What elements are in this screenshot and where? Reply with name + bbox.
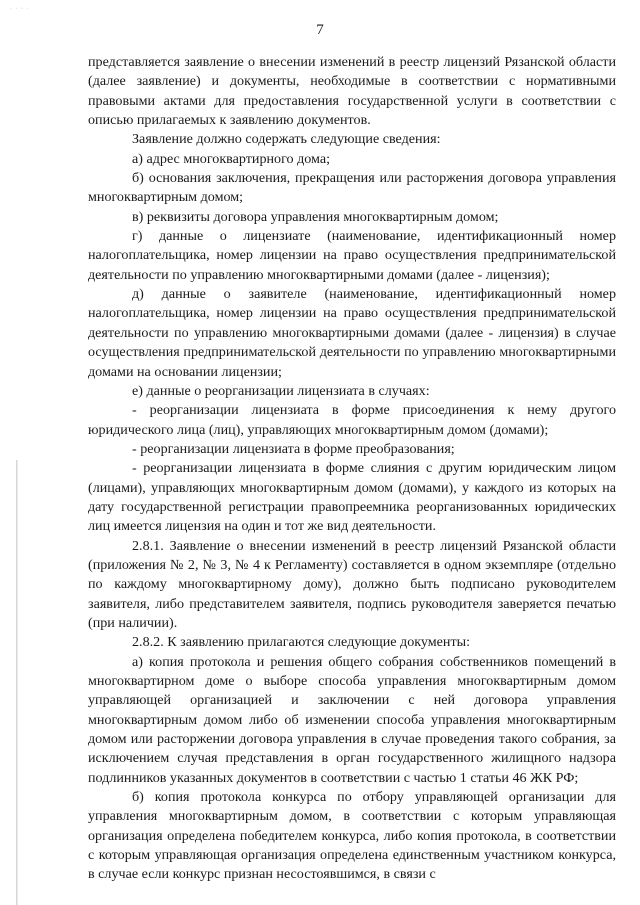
list-item-reorg-merger: - реорганизации лицензиата в форме слияния с другим юридическим лицом (лицами), управляющих многоквартирным домом (домами), у каждого из которых на дату государственной регистрации правопреемника реорганизованных юридических лиц имеется лицензия на один и тот же вид деятельности. — [88, 460, 616, 535]
list-item-v-contract-details: в) реквизиты договора управления многоквартирным домом; — [132, 208, 499, 225]
list-item-a-protocol-copy: а) копия протокола и решения общего собрания собственников помещений в многоквартирном доме о выборе способа управления многоквартирным домом управляющей организацией и заключении с ней договора управления многоквартирным домом либо об изменении способа управления многоквартирным домом или расторжении договора управления в случае проведения такого собрания, за исключением случая представления в орган государственного жилищного надзора подлинников указанных документов в соответствии с частью 1 статьи 46 ЖК РФ; — [88, 653, 616, 786]
list-item-g-licensee-data: г) данные о лицензиате (наименование, идентификационный номер налогоплательщика, номер лицензии на право осуществления предпринимательской деятельности по управлению многоквартирными домами (далее - лицензия); — [88, 228, 616, 283]
page-number: 7 — [316, 22, 324, 38]
list-item-b-tender-protocol: б) копия протокола конкурса по отбору управляющей организации для управления многоквартирным домом, в соответствии с которым управляющая организация определена победителем конкурса, либо копия протокола, в соответствии с которым управляющая организация определена единственным участником конкурса, в случае если конкурс признан несостоявшимся, в связи с — [88, 789, 616, 883]
list-item-a-address: а) адрес многоквартирного дома; — [132, 150, 331, 167]
list-item-d-applicant-data: д) данные о заявителе (наименование, идентификационный номер налогоплательщика, номер лицензии на право осуществления предпринимательской деятельности по управлению многоквартирными домами (далее - лицензия) в случае осуществления предпринимательской деятельности по управлению многоквартирными домами на основании лицензии; — [88, 286, 616, 380]
list-item-b-grounds: б) основания заключения, прекращения или расторжения договора управления многоквартирным домом; — [88, 170, 616, 206]
document-body — [88, 53, 616, 885]
list-item-reorg-transformation: - реорганизации лицензиата в форме преобразования; — [132, 440, 455, 457]
list-item-reorg-accession: - реорганизации лицензиата в форме присоединения к нему другого юридического лица (лиц), управляющих многоквартирным домом (домами); — [88, 402, 616, 438]
paragraph-application-contents: Заявление должно содержать следующие сведения: — [132, 131, 441, 148]
section-2-8-2: 2.8.2. К заявлению прилагаются следующие документы: — [132, 634, 471, 651]
section-2-8-1: 2.8.1. Заявление о внесении изменений в реестр лицензий Рязанской области (приложения № 2, № 3, № 4 к Регламенту) составляется в одном экземпляре (отдельно по каждому многоквартирному дому), должно быть подписано руководителем заявителя, либо представителем заявителя, подпись руководителя заверяется печатью (при наличии). — [88, 537, 616, 631]
scan-mark: · · · · — [10, 6, 30, 12]
paragraph-intro-continuation: представляется заявление о внесении изменений в реестр лицензий Рязанской области (далее заявление) и документы, необходимые в соответствии с нормативными правовыми актами для предоставления государственной услуги в соответствии с описью прилагаемых к заявлению документов. — [88, 54, 616, 129]
list-item-e-reorganization: е) данные о реорганизации лицензиата в случаях: — [132, 382, 430, 399]
scan-edge-shadow — [16, 460, 18, 905]
